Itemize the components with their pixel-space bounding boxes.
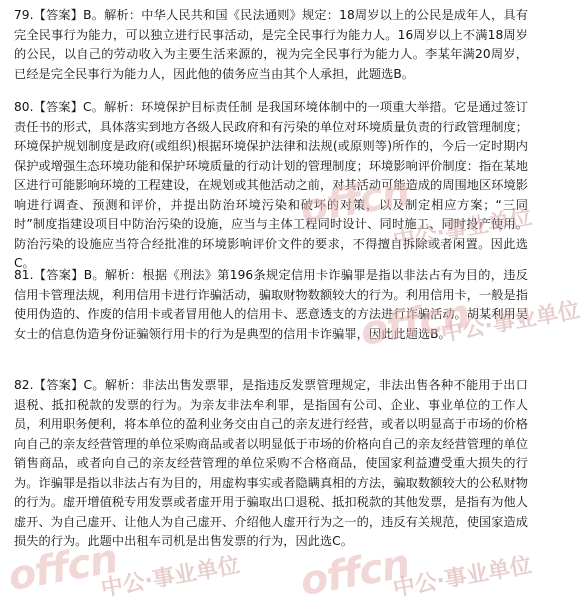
offcn-watermark-text: 中公·事业单位 (391, 552, 534, 602)
offcn-watermark-logo: offcn (296, 168, 413, 234)
offcn-watermark-logo: offcn (356, 290, 473, 356)
offcn-watermark-logo: offcn (296, 540, 413, 605)
offcn-watermark-logo: offcn (4, 535, 121, 601)
offcn-watermark-text: 中公·事业单位 (439, 297, 582, 347)
answer-80-paragraph: 80.【答案】C。解析：环境保护目标责任制 是我国环境体制中的一项重大举措。它是通过签订责任书的形式，具体落实到地方各级人民政府和有污染的单位对环境质量负责的行政管理制度；环境保护规划制度是政府(或组织)根据环境保护法律和法规(或原则等)所作的，今后一定时期内保护或增强生态环境功能和保护环境质量的行动计划的管理制度；环境影响评价制度：指在某地区进行可能影响环境的工程建设，在规划或其他活动之前，对其活动可能造成的周围地区环境影响进行调查、预测和评价，并提出防治环境污染和破坏的对策，以及制定相应方案；“三同时”制度指建设项目中防治污染的设施，应当与主体工程同时设计、同时施工、同时投产使用。防治污染的设施应当符合经批准的环境影响评价文件的要求，不得擅自拆除或者闲置。因此选C。 (14, 100, 528, 270)
answer-79-paragraph: 79.【答案】B。解析：中华人民共和国《民法通则》规定：18周岁以上的公民是成年人，具有完全民事行为能力，可以独立进行民事活动，是完全民事行为能力人。16周岁以上不满18周岁的公民，以自己的劳动收入为主要生活来源的，视为完全民事行为能力人。李某年满20周岁，已经是完全民事行为能力人，因此他的债务应当由其个人承担，此题选B。 (14, 8, 528, 81)
answer-82-paragraph: 82.【答案】C。解析：非法出售发票罪，是指违反发票管理规定，非法出售各种不能用于出口退税、抵扣税款的发票的行为。为亲友非法牟利罪，是指国有公司、企业、事业单位的工作人员，利用职务便利，将本单位的盈利业务交由自己的亲友进行经营，或者以明显高于市场的价格向自己的亲友经营管理的单位采购商品或者以明显低于市场的价格向自己的亲友经营管理的单位销售商品，或者向自己的亲友经营管理的单位采购不合格商品，使国家利益遭受重大损失的行为。诈骗罪是指以非法占有为目的，用虚构事实或者隐瞒真相的方法，骗取数额较大的公私财物的行为。虚开增值税专用发票或者虚开用于骗取出口退税、抵扣税款的其他发票，是指有为他人虚开、为自己虚开、让他人为自己虚开、介绍他人虚开行为之一的，违反有关规范，使国家造成损失的行为。此题中出租车司机是出售发票的行为，因此选C。 (14, 378, 528, 548)
offcn-watermark-text: 中公·事业单位 (391, 204, 534, 254)
answer-81-paragraph: 81.【答案】B。解析：根据《刑法》第196条规定信用卡诈骗罪是指以非法占有为目的，违反信用卡管理法规，利用信用卡进行诈骗活动，骗取财物数额较大的行为。利用信用卡，一般是指使用伪造的、作废的信用卡或者冒用他人的信用卡、恶意透支的方法进行诈骗活动。胡某利用吴女士的信息伪造身份证骗领行用卡的行为是典型的信用卡诈骗罪，因此此题选B。 (14, 268, 528, 341)
offcn-watermark-text: 中公·事业单位 (99, 552, 242, 602)
